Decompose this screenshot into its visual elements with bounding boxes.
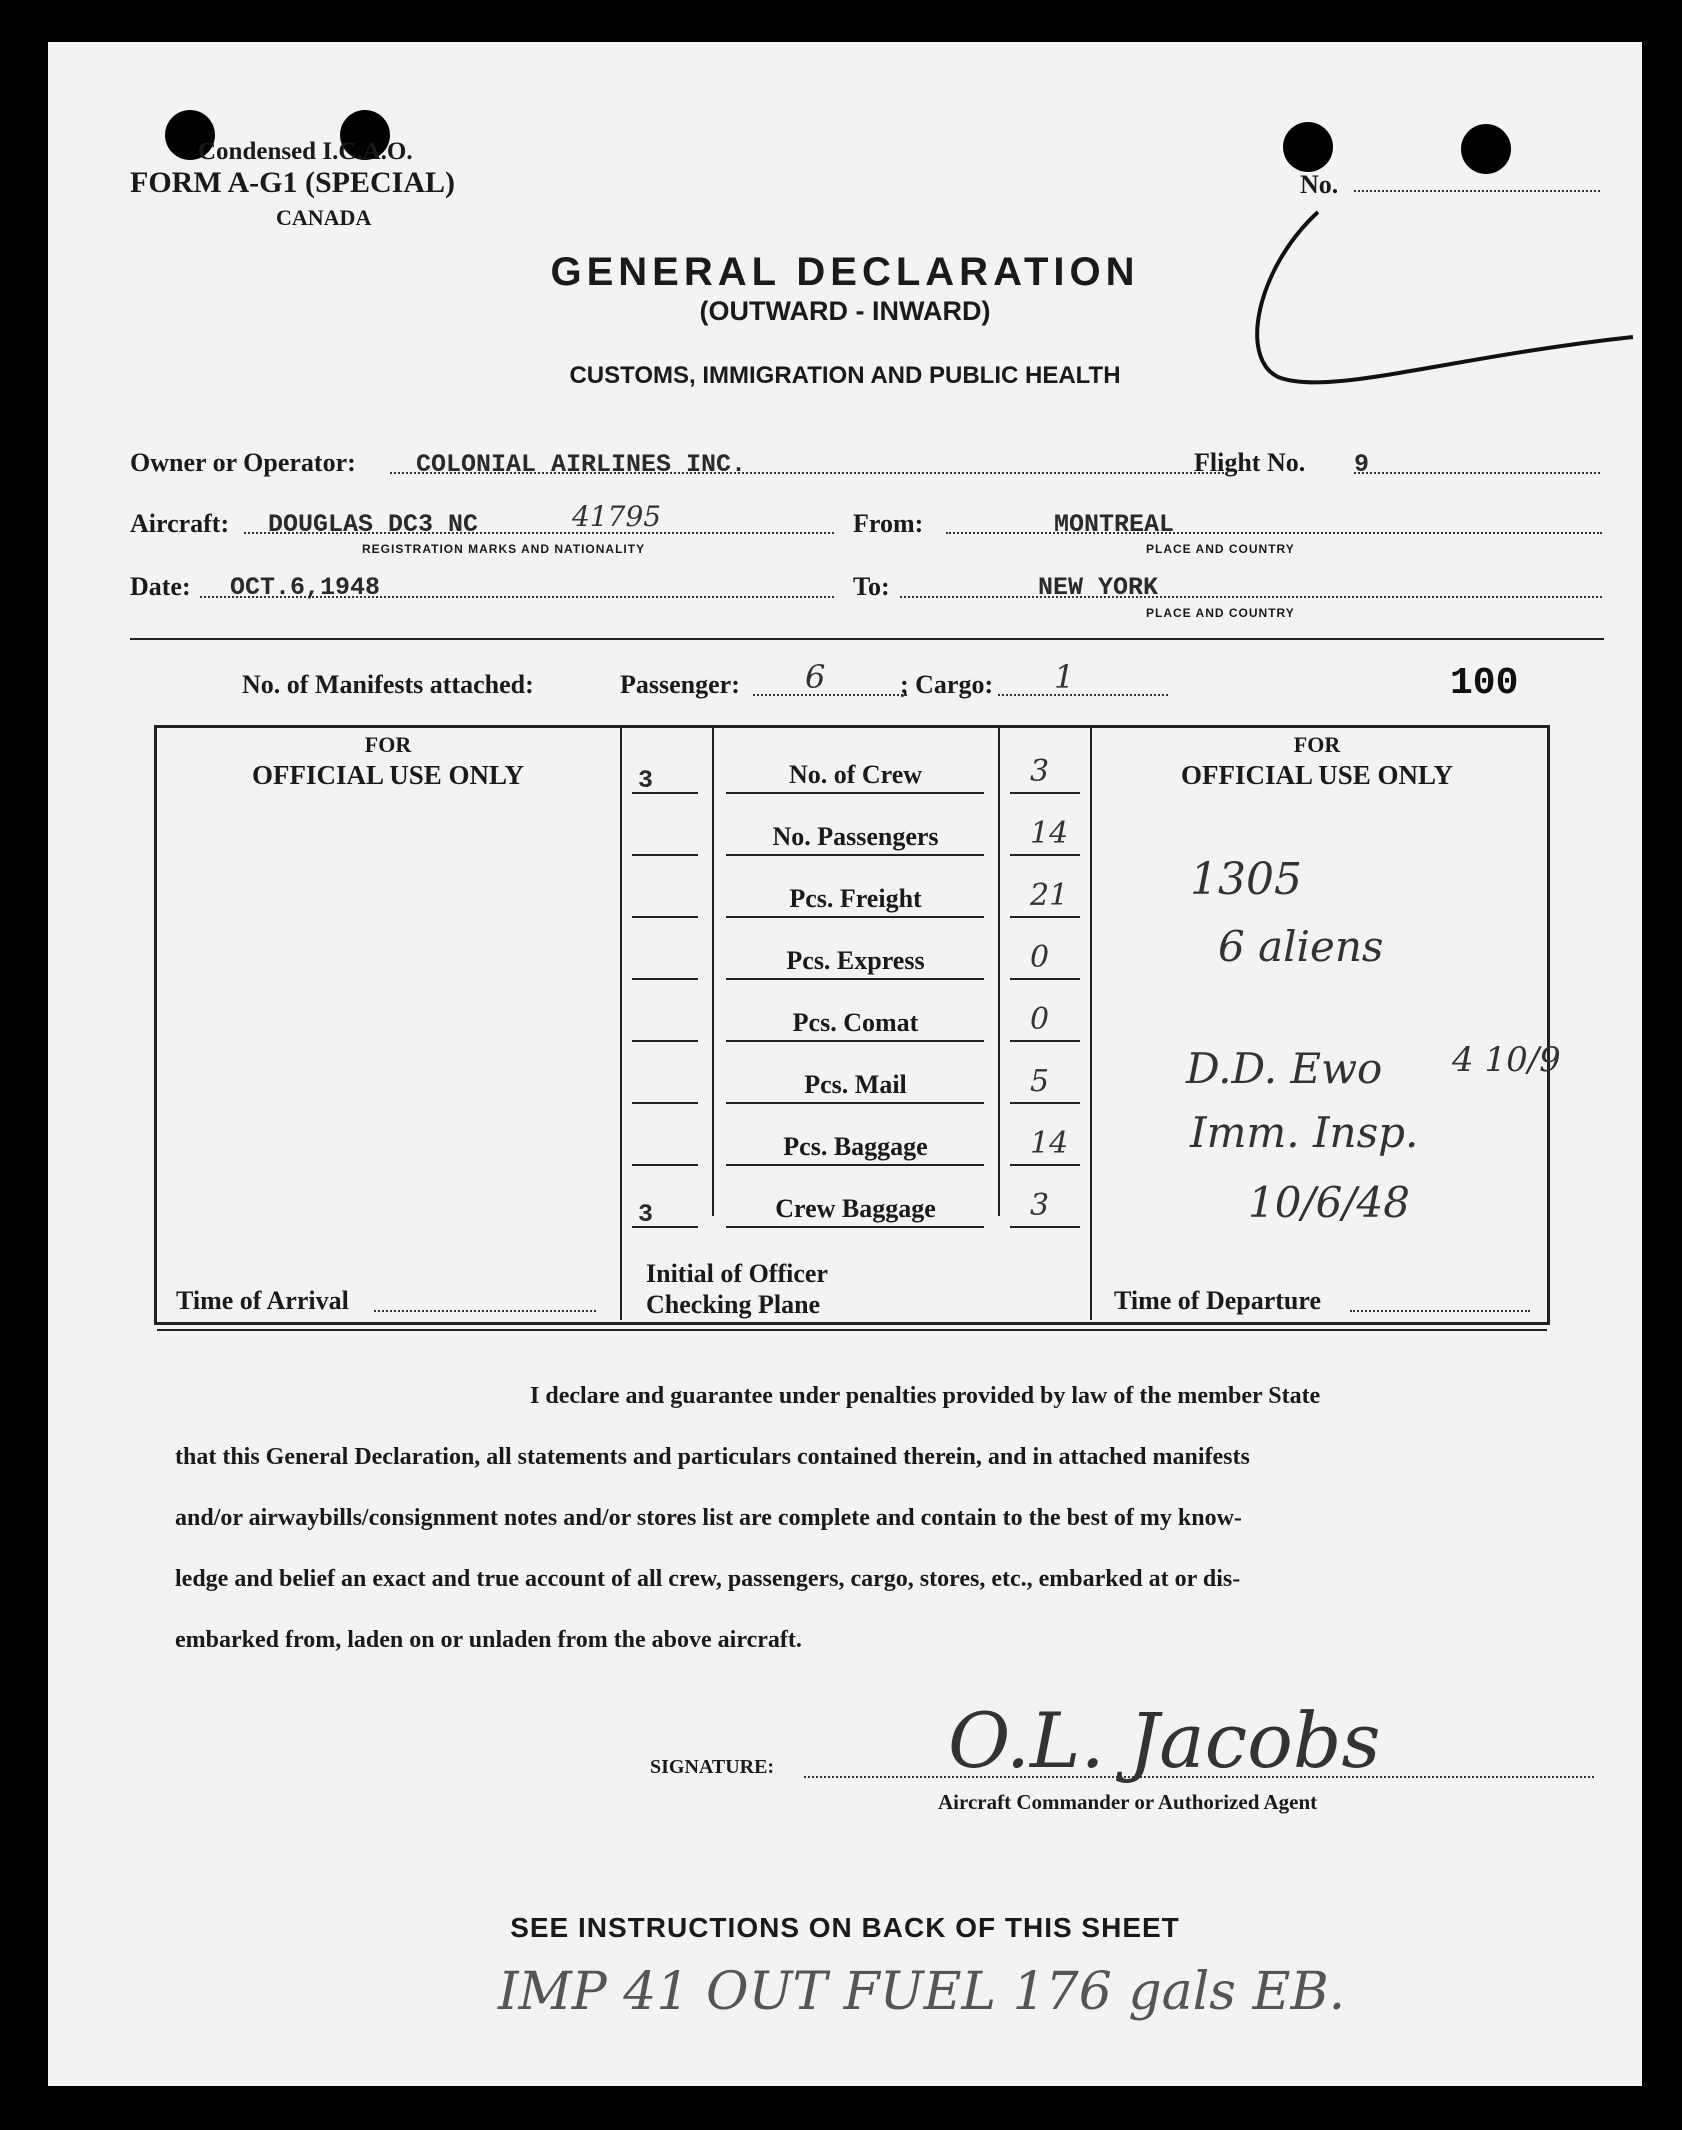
date-value[interactable]: OCT.6,1948 <box>230 573 381 602</box>
declaration-line: and/or airwaybills/consignment notes and/or stores list are complete and contain to the best of my know- <box>175 1505 1242 1531</box>
no-label: No. <box>1300 170 1339 199</box>
footer-handwritten: IMP 41 OUT FUEL 176 gals EB. <box>498 1962 1346 2022</box>
table-divider <box>712 726 714 1216</box>
page-subtitle: (OUTWARD - INWARD) <box>699 296 991 326</box>
left-header-top: FOR <box>364 732 412 757</box>
country-label: CANADA <box>276 205 372 230</box>
footer-instructions: SEE INSTRUCTIONS ON BACK OF THIS SHEET <box>510 1912 1180 1943</box>
right-header: OFFICIAL USE ONLY <box>1180 760 1454 790</box>
signature-caption: Aircraft Commander or Authorized Agent <box>938 1790 1318 1814</box>
flight-value[interactable]: 9 <box>1354 450 1370 479</box>
passenger-label: Passenger: <box>620 670 740 699</box>
hand-count[interactable]: 3 <box>1030 754 1050 789</box>
divider <box>130 638 1604 640</box>
declaration-line: that this General Declaration, all statements and particulars contained therein, and in attached manifests <box>175 1444 1250 1470</box>
cargo-value[interactable]: 1 <box>1054 658 1075 696</box>
right-header-top: FOR <box>1293 732 1341 757</box>
owner-label: Owner or Operator: <box>130 448 356 477</box>
no-field[interactable] <box>1354 190 1600 192</box>
to-caption: PLACE AND COUNTRY <box>1146 606 1295 620</box>
aircraft-label: Aircraft: <box>130 509 230 538</box>
typed-count: 3 <box>638 766 654 795</box>
owner-value[interactable]: COLONIAL AIRLINES INC. <box>416 450 747 479</box>
from-value[interactable]: MONTREAL <box>1054 510 1175 539</box>
manifests-label: No. of Manifests attached: <box>242 670 534 699</box>
row-label: Crew Baggage <box>775 1194 936 1223</box>
punch-hole <box>1283 122 1333 172</box>
official-note: 6 aliens <box>1218 922 1384 971</box>
to-label: To: <box>853 572 890 601</box>
signature-value[interactable]: O.L. Jacobs <box>948 1696 1381 1785</box>
row-label: Pcs. Baggage <box>783 1132 928 1161</box>
hand-count[interactable]: 0 <box>1030 940 1050 975</box>
flight-label: Flight No. <box>1194 448 1306 477</box>
aircraft-reg[interactable]: 41795 <box>572 500 662 533</box>
from-label: From: <box>853 509 924 538</box>
time-arrival-label: Time of Arrival <box>176 1286 349 1315</box>
time-arrival-field[interactable] <box>374 1310 596 1312</box>
page-subtitle-2: CUSTOMS, IMMIGRATION AND PUBLIC HEALTH <box>569 362 1121 389</box>
row-label: Pcs. Comat <box>792 1008 919 1037</box>
aircraft-caption: REGISTRATION MARKS AND NATIONALITY <box>362 542 646 556</box>
left-header: OFFICIAL USE ONLY <box>251 760 525 790</box>
passenger-line <box>753 694 907 696</box>
hand-count[interactable]: 14 <box>1030 1126 1069 1161</box>
date-label: Date: <box>130 572 191 601</box>
officer-label-1: Initial of Officer <box>646 1259 828 1288</box>
flight-line <box>1354 472 1600 474</box>
officer-label-2: Checking Plane <box>646 1290 821 1319</box>
declaration-line: I declare and guarantee under penalties provided by law of the member State <box>530 1383 1321 1409</box>
form-sheet <box>48 42 1642 2086</box>
page-title: GENERAL DECLARATION <box>550 250 1140 294</box>
time-departure-field[interactable] <box>1350 1310 1530 1312</box>
hand-count[interactable]: 5 <box>1030 1064 1050 1099</box>
aircraft-value[interactable]: DOUGLAS DC3 NC <box>268 510 479 539</box>
stamp-number: 100 <box>1450 662 1519 705</box>
official-note: D.D. Ewo <box>1186 1044 1383 1093</box>
form-id: FORM A-G1 (SPECIAL) <box>130 166 455 199</box>
hand-count[interactable]: 3 <box>1030 1188 1050 1223</box>
to-line <box>900 596 1602 598</box>
hand-count[interactable]: 0 <box>1030 1002 1050 1037</box>
official-note: 10/6/48 <box>1248 1178 1410 1227</box>
declaration-text <box>175 1366 1603 1671</box>
punch-hole <box>1461 124 1511 174</box>
passenger-value[interactable]: 6 <box>805 658 826 696</box>
declaration-line: embarked from, laden on or unladen from the above aircraft. <box>175 1627 802 1653</box>
table-divider <box>998 726 1000 1216</box>
table-divider <box>620 726 622 1320</box>
from-line <box>946 532 1602 534</box>
row-label: Pcs. Express <box>786 946 925 975</box>
official-note: 1305 <box>1190 854 1302 905</box>
row-label: Pcs. Freight <box>789 884 922 913</box>
signature-label: SIGNATURE: <box>650 1756 775 1778</box>
official-note: Imm. Insp. <box>1190 1108 1419 1157</box>
time-departure-label: Time of Departure <box>1114 1286 1321 1315</box>
from-caption: PLACE AND COUNTRY <box>1146 542 1295 556</box>
condensed-label: Condensed I.C.A.O. <box>198 138 413 165</box>
cargo-line <box>998 694 1168 696</box>
hand-count[interactable]: 21 <box>1030 878 1069 913</box>
cargo-label: ; Cargo: <box>900 670 994 699</box>
typed-count: 3 <box>638 1200 654 1229</box>
to-value[interactable]: NEW YORK <box>1038 573 1159 602</box>
row-label: Pcs. Mail <box>804 1070 907 1099</box>
row-label: No. of Crew <box>788 760 923 789</box>
hand-count[interactable]: 14 <box>1030 816 1069 851</box>
table-divider <box>1090 726 1092 1320</box>
declaration-line: ledge and belief an exact and true account of all crew, passengers, cargo, stores, etc., embarked at or dis- <box>175 1566 1241 1592</box>
official-note: 4 10/9 <box>1452 1040 1561 1080</box>
row-label: No. Passengers <box>772 822 939 851</box>
